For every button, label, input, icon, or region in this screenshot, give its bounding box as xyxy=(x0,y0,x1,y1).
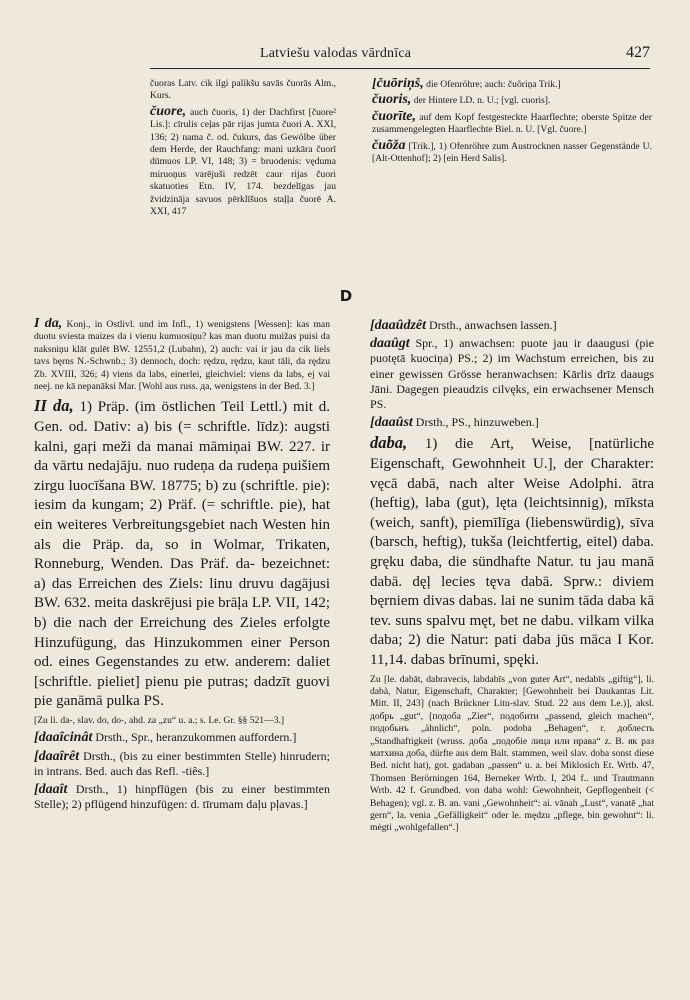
entry-body: Spr., 1) anwachsen: puote jau ir daaugusi (pie puotętā kuociņa) PS.; 2) im Wachstum erreichen, bis zu einer gewissen Grösse heranwachsen: Kārlis drīz daaugs Jāni. Dagegen pieaudzis cilvęks, ein erwachsener Mensch PS. xyxy=(370,336,654,412)
entry-headword: [daaûst xyxy=(370,415,413,431)
entry-headword: čuorīte, xyxy=(372,108,416,124)
entry-headword: daaûgt xyxy=(370,336,410,352)
dictionary-entry xyxy=(372,108,652,137)
dictionary-entry xyxy=(370,318,654,333)
page-header xyxy=(150,42,650,69)
dictionary-entry xyxy=(370,433,654,670)
dictionary-entry xyxy=(34,396,330,712)
page-number: 427 xyxy=(626,44,650,61)
dictionary-entry xyxy=(372,137,652,166)
entry-body: čuoras Latv. cik ilgi palikšu savās čuorās Alm., Kurs. xyxy=(150,78,336,102)
dictionary-entry xyxy=(34,318,330,393)
entry-body: Drsth., PS., hinzuweben.] xyxy=(415,415,539,430)
left-column xyxy=(34,318,330,990)
dictionary-entry xyxy=(34,730,330,745)
entry-headword: čuoris, xyxy=(372,92,412,108)
section-letter: D xyxy=(339,287,353,305)
entry-body: auf dem Kopf festgesteckte Haarflechte; oberste Spitze der zusammengelegten Haarflechte Biel. n. U. [Vgl. čuore.] xyxy=(372,111,652,136)
right-column xyxy=(370,318,654,990)
dictionary-entry xyxy=(34,715,330,727)
entry-headword: [daaît xyxy=(34,781,68,797)
entry-body: Drsth., Spr., heranzukommen auffordern.] xyxy=(95,730,297,745)
entry-headword: čuore, xyxy=(150,103,187,119)
entry-headword: čuõža xyxy=(372,137,406,153)
entry-body: Konj., in Ostlivl. und im Infl., 1) wenigstens [Wessen]: kas man duotu sviesta maizes da i vienu kumuosiņu? kas man duotu muižas puisi da naksniņu klāt gulēt BW. 12551,2 (Lubahn), 2) auch: vai ir jau da cik liels tavs bęrns N.-Schwnb.; 3) dennoch, doch: rędzu, rędzu, kaut tāli, da rędzu Zb. XVIII, 326; 4) viens da labs, einerlei, gleichviel: viens da labs, ej vai neej. ne kā nepanāksi Mar. [Wohl aus russ. да, wenigstens in der Bed. 3.] xyxy=(34,319,330,393)
entry-body: [Trik.], 1) Ofenröhre zum Austrocknen nasser Gegenstände U. [Alt-Ottenhof]; 2) [ein Herd Salis]. xyxy=(372,140,652,165)
dictionary-entry xyxy=(34,782,330,812)
entry-body: auch čuoris, 1) der Dachfirst [čuore² Lis.]: cīrulis ceļas pār rijas jumta čuori A. XXI, 136; 2) nama č. od. čukurs, das Gewölbe über dem Herde, der Rauchfang: mani uzkāra čuorī dūmuos LP. VI, 148; 3) = bruodenis: vęduma miruoņus varējuši redzēt caur rijas čuori skatuoties Etn. IV, 174. bezdelīgas jau žvidzināja savuos pērklīšuos staļļa čuorē A. XXI, 417 xyxy=(150,106,336,218)
dictionary-entry xyxy=(370,415,654,430)
dictionary-entry xyxy=(372,94,652,107)
entry-body: Drsth., 1) hinpflügen (bis zu einer bestimmten Stelle); 2) pflügend hinzufügen: d. tīrumam daļu pļavas.] xyxy=(34,781,330,812)
entry-body: Zu [le. dabāt, dabravecis, labdabīs „von guter Art“, nedabīs „giftig“], li. dabà, Natur, Eigenschaft, Charakter; [Gewohnheit bei Daukantas Lit. Mitt. II, 243] (nach Brückner Litu-slav. Stud. 22 aus dem Le.)], aksl. добрь „gut“, [подоба „Zier“, подобити „passend, gleich machen“, подобьнъ „ähnlich“, poln. podoba „Behagen“, r. доблесть „Standhaftigkeit (wruss. доба „подобіе лица или нрава“ z. B. як раз матхина доба, dürfte aus dem Balt. stammen, weil slav. doba sonst diese Bed. nicht hat), got. gadaban „passen“ u. a. bei Miklosich Et. Wrtb. 47, Thomsen Berörningen 164, Berneker Wrtb. I, 204 f.. und Trautmann Wrtb. 42 f. Grundbed. von daba wohl: Gewohnheit, Gepflogenheit (< Behagen); vgl. z. B. an. vani „Gewohnheit“: ai. vānah „Lust“, vanatē „hat gern“, la. venia „Gefälligkeit“ oder le. mędzu „pflege, bin gewohnt“: li. mėgti „wohlgefallen“.] xyxy=(370,673,654,834)
entry-headword: daba, xyxy=(370,433,408,453)
entry-headword: II da, xyxy=(34,396,74,416)
entry-body: 1) Präp. (im östlichen Teil Lettl.) mit d. Gen. od. Dativ: a) bis (= schriftle. līdz): augsti kalni, gaŗi meži da manai māmiņai BW. 227. ir da vārtu nedajāju. nuo rudeņa da rudeņa puišiem zirgu luocīšana BW. 18775; b) zu (schriftle. pie): iesim da kungam; 2) Präf. (= schriftle. pie), hat ein weiteres Verbreitungsgebiet nach Westen hin als die Präp. da, so in Wolmar, Trikaten, Ronneburg, Wenden. Das Präf. da- bezeichnet: a) das Erreichen des Ziels: linu druvu dagājusi BW. 632. meita daskrējusi pie brāļa LP. VII, 142; b) die nach der Erreichung des Zieles erfolgte Hinzufügung, das Hinzukommen einer Person od. eines Gegenstandes zu etw. anderem: daliet [schriftle. pieliet] pienu pie putras; dadzīt guovi pie ganāmā pulka PS. xyxy=(34,399,330,710)
top-right-column xyxy=(372,78,652,278)
entry-headword: [daaîrêt xyxy=(34,748,80,764)
entry-headword: [daaûdzêt xyxy=(370,318,426,333)
entry-body: Drsth., (bis zu einer bestimmten Stelle) hinrudern; in intrans. Bed. auch das Refl. -tiês.] xyxy=(34,748,330,778)
dictionary-entry xyxy=(370,336,654,412)
entry-body: die Ofenröhre; auch: čuõriņa Trik.] xyxy=(426,79,561,90)
dictionary-entry xyxy=(150,78,336,103)
entry-body: Drsth., anwachsen lassen.] xyxy=(429,318,557,332)
entry-headword: [daaîcinât xyxy=(34,730,93,746)
entry-headword: I da, xyxy=(34,318,63,331)
entry-body: [Zu li. da-, slav. do, do-, ahd. za „zu“ u. a.; s. Le. Gr. §§ 521—3.] xyxy=(34,714,285,726)
dictionary-entry xyxy=(370,674,654,835)
dictionary-entry xyxy=(150,103,336,219)
dictionary-entry xyxy=(372,78,652,91)
entry-body: der Hintere LD. n. U.; [vgl. cuoris]. xyxy=(413,95,551,107)
running-title: Latviešu valodas vārdnīca xyxy=(260,46,412,61)
entry-body: 1) die Art, Weise, [natürliche Eigenschaft, Gewohnheit U.], der Charakter: vęcā dabā, nach alter Weise Adolphi. ātra (heftig), laba (gut), lęta (leichtsinnig), mīksta (weich, sanft), piemīlīga (liebenswürdig), sīva (barsch, heftig), tukša (leichtfertig, eitel) daba. gręku daba, die sündhafte Natur. tu jau manā dabā. dęļ lecies tęva dabā. Sprw.: diviem bęrniem divas dabas. lai ne sunim tāda daba kā tev. suns spalvu męt, bet ne dabu. vilkam vilka daba; 2) die Natur: pati daba jūs māca I Kor. 11,14. dabas brīnumi, spęki. xyxy=(370,436,654,668)
dictionary-entry xyxy=(34,749,330,779)
top-left-column xyxy=(150,78,336,283)
entry-headword: [čuõriņš, xyxy=(372,78,424,91)
